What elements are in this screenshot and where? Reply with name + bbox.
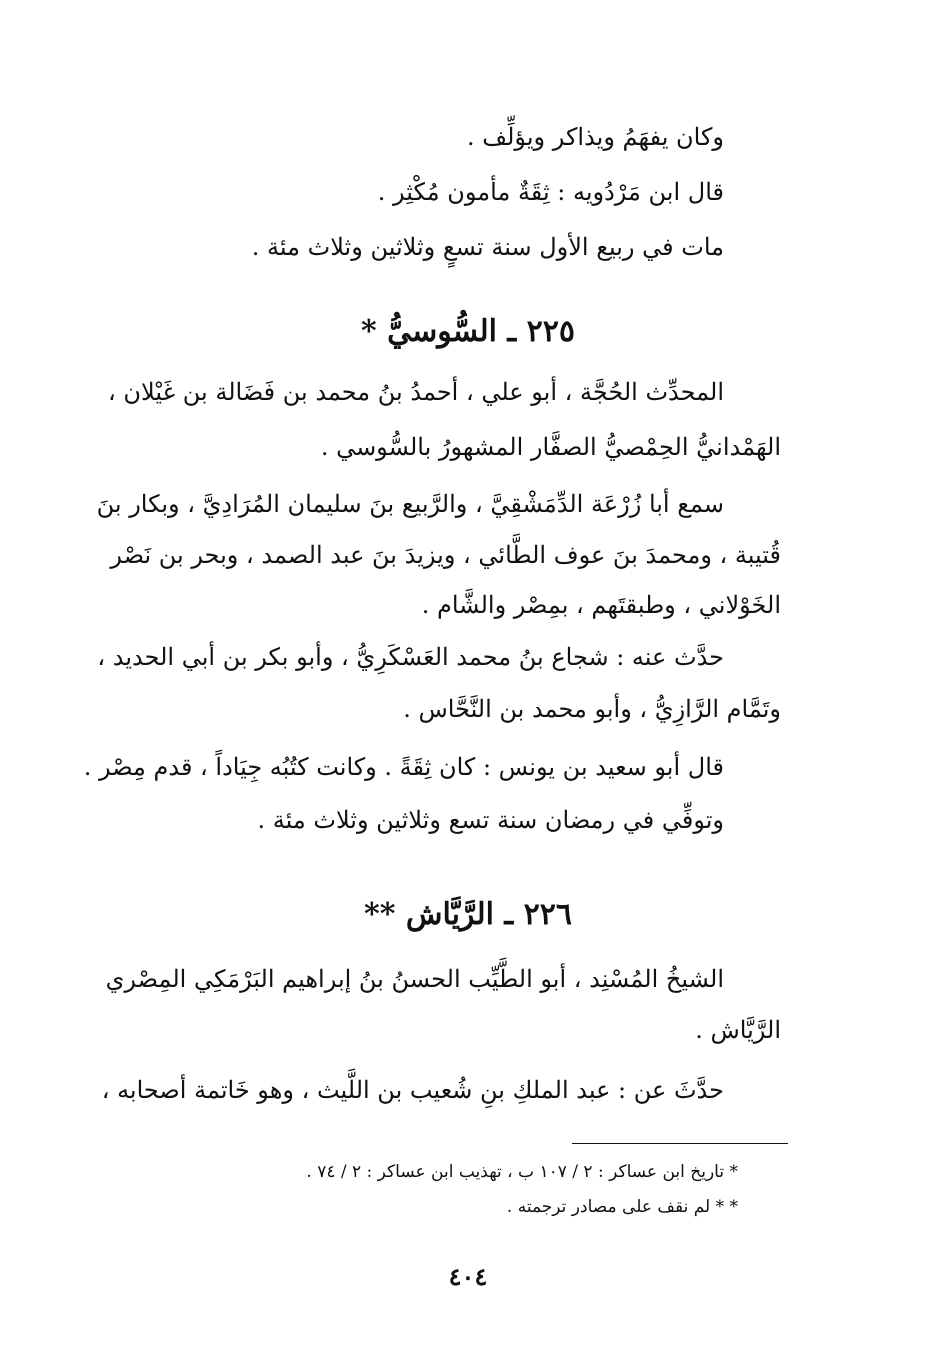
text-line: قال ابن مَرْدُويه : ثِقَةٌ مأمون مُكْثِر . bbox=[377, 178, 724, 206]
entry-heading: ٢٢٦ ـ الرَّيَّاش ** bbox=[364, 897, 572, 932]
page-number: ٤٠٤ bbox=[448, 1262, 488, 1291]
footnote: * * لم نقف على مصادر ترجمته . bbox=[506, 1197, 738, 1217]
text-line: قال أبو سعيد بن يونس : كان ثِقَةً . وكانت كتُبُه جِيَاداً ، قدم مِصْر . bbox=[83, 753, 724, 781]
text-line: الشيخُ المُسْنِد ، أبو الطَّيِّب الحسنُ بنُ إبراهيم البَرْمَكِي المِصْري bbox=[105, 965, 724, 993]
text-line: وتوفِّي في رمضان سنة تسع وثلاثين وثلاث مئة . bbox=[257, 806, 724, 834]
text-line: سمع أبا زُرْعَة الدِّمَشْقِيَّ ، والرَّبيع بنَ سليمان المُرَادِيَّ ، وبكار بنَ bbox=[96, 490, 724, 518]
text-line: المحدِّث الحُجَّة ، أبو علي ، أحمدُ بنُ محمد بن فَضَالة بن غَيْلان ، bbox=[108, 378, 724, 406]
text-line: الرَّيَّاش . bbox=[695, 1016, 781, 1044]
footnote: * تاريخ ابن عساكر : ٢ / ١٠٧ ب ، تهذيب ابن عساكر : ٢ / ٧٤ . bbox=[306, 1162, 738, 1182]
text-line: وكان يفهَمُ ويذاكر ويؤلِّف . bbox=[467, 123, 724, 151]
text-line: الخَوْلاني ، وطبقتَهم ، بمِصْر والشَّام . bbox=[421, 591, 781, 619]
text-line: وتَمَّام الرَّازِيُّ ، وأبو محمد بن النَّحَّاس . bbox=[403, 695, 781, 723]
entry-heading: ٢٢٥ ـ السُّوسيُّ * bbox=[360, 314, 576, 349]
text-line: قُتيبة ، ومحمدَ بنَ عوف الطَّائي ، ويزيدَ بنَ عبد الصمد ، وبحر بن نَصْر bbox=[110, 541, 781, 569]
footnote-separator bbox=[572, 1143, 788, 1144]
text-line: الهَمْدانيُّ الحِمْصيُّ الصفَّار المشهورُ بالسُّوسي . bbox=[320, 433, 781, 461]
text-line: حدَّث عنه : شجاع بنُ محمد العَسْكَرِيُّ ، وأبو بكر بن أبي الحديد ، bbox=[97, 643, 724, 671]
text-line: حدَّثَ عن : عبد الملكِ بنِ شُعيب بن اللَّيث ، وهو خَاتمة أصحابه ، bbox=[101, 1076, 724, 1104]
text-line: مات في ربيع الأول سنة تسعٍ وثلاثين وثلاث مئة . bbox=[251, 233, 724, 261]
